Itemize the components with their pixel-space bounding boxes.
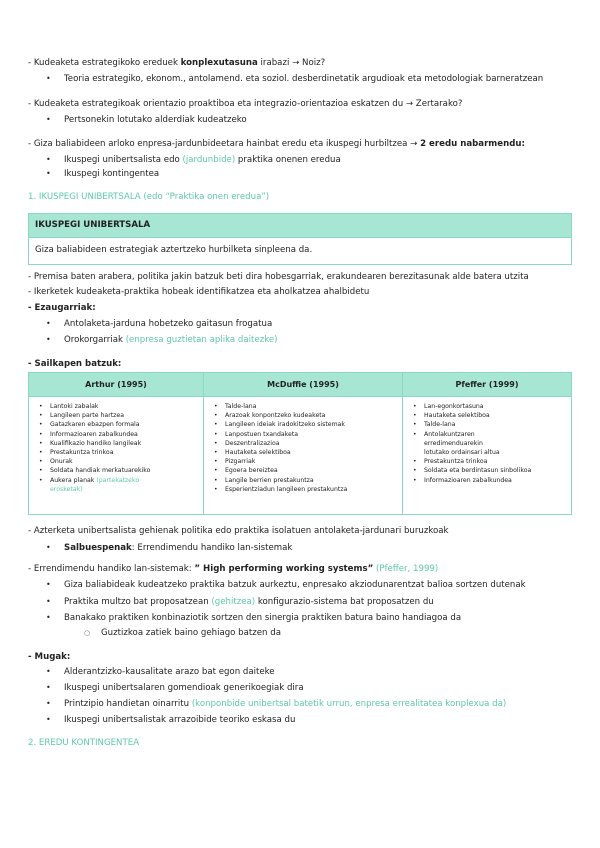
classification-table: [28, 372, 572, 515]
intro-q2: - Kudeaketa estrategikoak orientazio proaktiboa eta integrazio-orientazioa eskatzen du → Zertarako?: [28, 99, 463, 109]
definition-box: [28, 213, 572, 265]
list-item: • Onurak: [50, 457, 199, 466]
list-item: • Prestakuntza trinkoa: [50, 448, 199, 457]
list-item: • Informazioaren zabalkundea: [424, 476, 567, 485]
list-item: • Langileen ideiak iradokitzeko sistemak: [225, 420, 398, 429]
list-item: • Soldata eta berdintasun sinbolikoa: [424, 466, 567, 475]
ezaugarriak-bullet-2: • Orokorgarriak (enpresa guztietan aplika daitezke): [46, 335, 278, 345]
table-header: Pfeffer (1999): [403, 373, 572, 397]
research-line: - Ikerketek kudeaketa-praktika hobeak identifikatzea eta aholkatzea ahalbidetu: [28, 287, 370, 297]
list-item: • Egoera bereiztea: [225, 466, 398, 475]
list-item: • Informazioaren zabalkundea: [50, 430, 199, 439]
table-header: Arthur (1995): [29, 373, 204, 397]
table-cell: [204, 397, 403, 515]
list-item: • Antolakuntzaren erredimenduarekin lotutako ordainsari altua: [424, 430, 567, 458]
section2-heading: 2. EREDU KONTINGENTEA: [28, 738, 140, 748]
intro-q1-bullet: • Teoria estrategiko, ekonom., antolamend. eta soziol. desberdinetatik argudioak eta metodologiak barneratzean: [46, 74, 544, 84]
list-item: • Kualifikazio handiko langileak: [50, 439, 199, 448]
mugak-bullet-1: • Alderantzizko-kausalitate arazo bat egon daiteke: [46, 667, 275, 677]
list-item: • Pizgarriak: [225, 457, 398, 466]
salbuespenak-bullet: • Salbuespenak: Errendimendu handiko lan-sistemak: [46, 543, 293, 553]
list-item: • Arazoak konpontzeko kudeaketa: [225, 411, 398, 420]
intro-q3-bullet-2: • Ikuspegi kontingentea: [46, 169, 160, 179]
list-item: • Esperientziadun langileen prestakuntza: [225, 485, 398, 494]
definition-box-body: Giza baliabideen estrategiak aztertzeko hurbilketa sinpleena da.: [35, 245, 313, 255]
sailkapen-label: - Sailkapen batzuk:: [28, 359, 122, 369]
list-item: • Hautaketa selektiboa: [225, 448, 398, 457]
hpws-line: - Errendimendu handiko lan-sistemak: ” High performing working systems” (Pfeffer, 1999): [28, 564, 439, 574]
list-item: • Lanpostuen txandaketa: [225, 430, 398, 439]
list-item: • Hautaketa selektiboa: [424, 411, 567, 420]
table-cell: [29, 397, 204, 515]
hpws-bullet-3: • Banakako praktiken konbinaziotik sortzen den sinergia praktiken batura baino handiagoa da: [46, 613, 462, 623]
hpws-subbullet: ○ Guztizkoa zatiek baino gehiago batzen da: [84, 628, 281, 638]
list-item: • Gatazkaren ebazpen formala: [50, 420, 199, 429]
list-item: • Soldata handiak merkatuarekiko: [50, 466, 199, 475]
table-cell: [403, 397, 572, 515]
mugak-bullet-4: • Ikuspegi unibertsalistak arrazoibide teoriko eskasa du: [46, 715, 296, 725]
list-item: • Talde-lana: [424, 420, 567, 429]
intro-q2-bullet: • Pertsonekin lotutako alderdiak kudeatzeko: [46, 115, 247, 125]
list-item: • Talde-lana: [225, 402, 398, 411]
mugak-label: - Mugak:: [28, 652, 71, 662]
ezaugarriak-label: - Ezaugarriak:: [28, 303, 96, 313]
list-item: • Lan-egonkortasuna: [424, 402, 567, 411]
mugak-bullet-2: • Ikuspegi unibertsalaren gomendioak generikoegiak dira: [46, 683, 304, 693]
mugak-bullet-3: • Printzipio handietan oinarritu (konponbide unibertsal batetik urrun, enpresa errealitatea konplexua da): [46, 699, 507, 709]
hpws-bullet-1: • Giza baliabideak kudeatzeko praktika batzuk aurkeztu, enpresako akziodunarentzat balioa sortzen dutenak: [46, 580, 526, 590]
section1-heading: 1. IKUSPEGI UNIBERTSALA (edo “Praktika onen eredua”): [28, 192, 270, 202]
list-item: • Lantoki zabalak: [50, 402, 199, 411]
table-header: McDuffie (1995): [204, 373, 403, 397]
intro-q3: - Giza baliabideen arloko enpresa-jardunbideetara hainbat eredu eta ikuspegi hurbiltzea → 2 eredu nabarmendu:: [28, 139, 525, 149]
intro-q1: - Kudeaketa estrategikoko ereduek konplexutasuna irabazi → Noiz?: [28, 58, 326, 68]
list-item: • Langileen parte hartzea: [50, 411, 199, 420]
list-item: • Deszentralizazioa: [225, 439, 398, 448]
intro-q3-bullet-1: • Ikuspegi unibertsalista edo (jardunbide) praktika onenen eredua: [46, 155, 341, 165]
ezaugarriak-bullet-1: • Antolaketa-jarduna hobetzeko gaitasun frogatua: [46, 319, 273, 329]
list-item: • Prestakuntza trinkoa: [424, 457, 567, 466]
list-item: • Aukera planak (partekatzeko erosketak): [50, 476, 199, 494]
isolated-line: - Azterketa unibertsalista gehienak politika edo praktika isolatuen antolaketa-jardunari buruzkoak: [28, 526, 449, 536]
hpws-bullet-2: • Praktika multzo bat proposatzean (gehitzea) konfigurazio-sistema bat proposatzen du: [46, 597, 434, 607]
definition-box-title: IKUSPEGI UNIBERTSALA: [29, 214, 571, 238]
list-item: • Langile berrien prestakuntza: [225, 476, 398, 485]
premise-line: - Premisa baten arabera, politika jakin batzuk beti dira hobesgarriak, erakundearen berezitasunak alde batera utzita: [28, 272, 529, 282]
